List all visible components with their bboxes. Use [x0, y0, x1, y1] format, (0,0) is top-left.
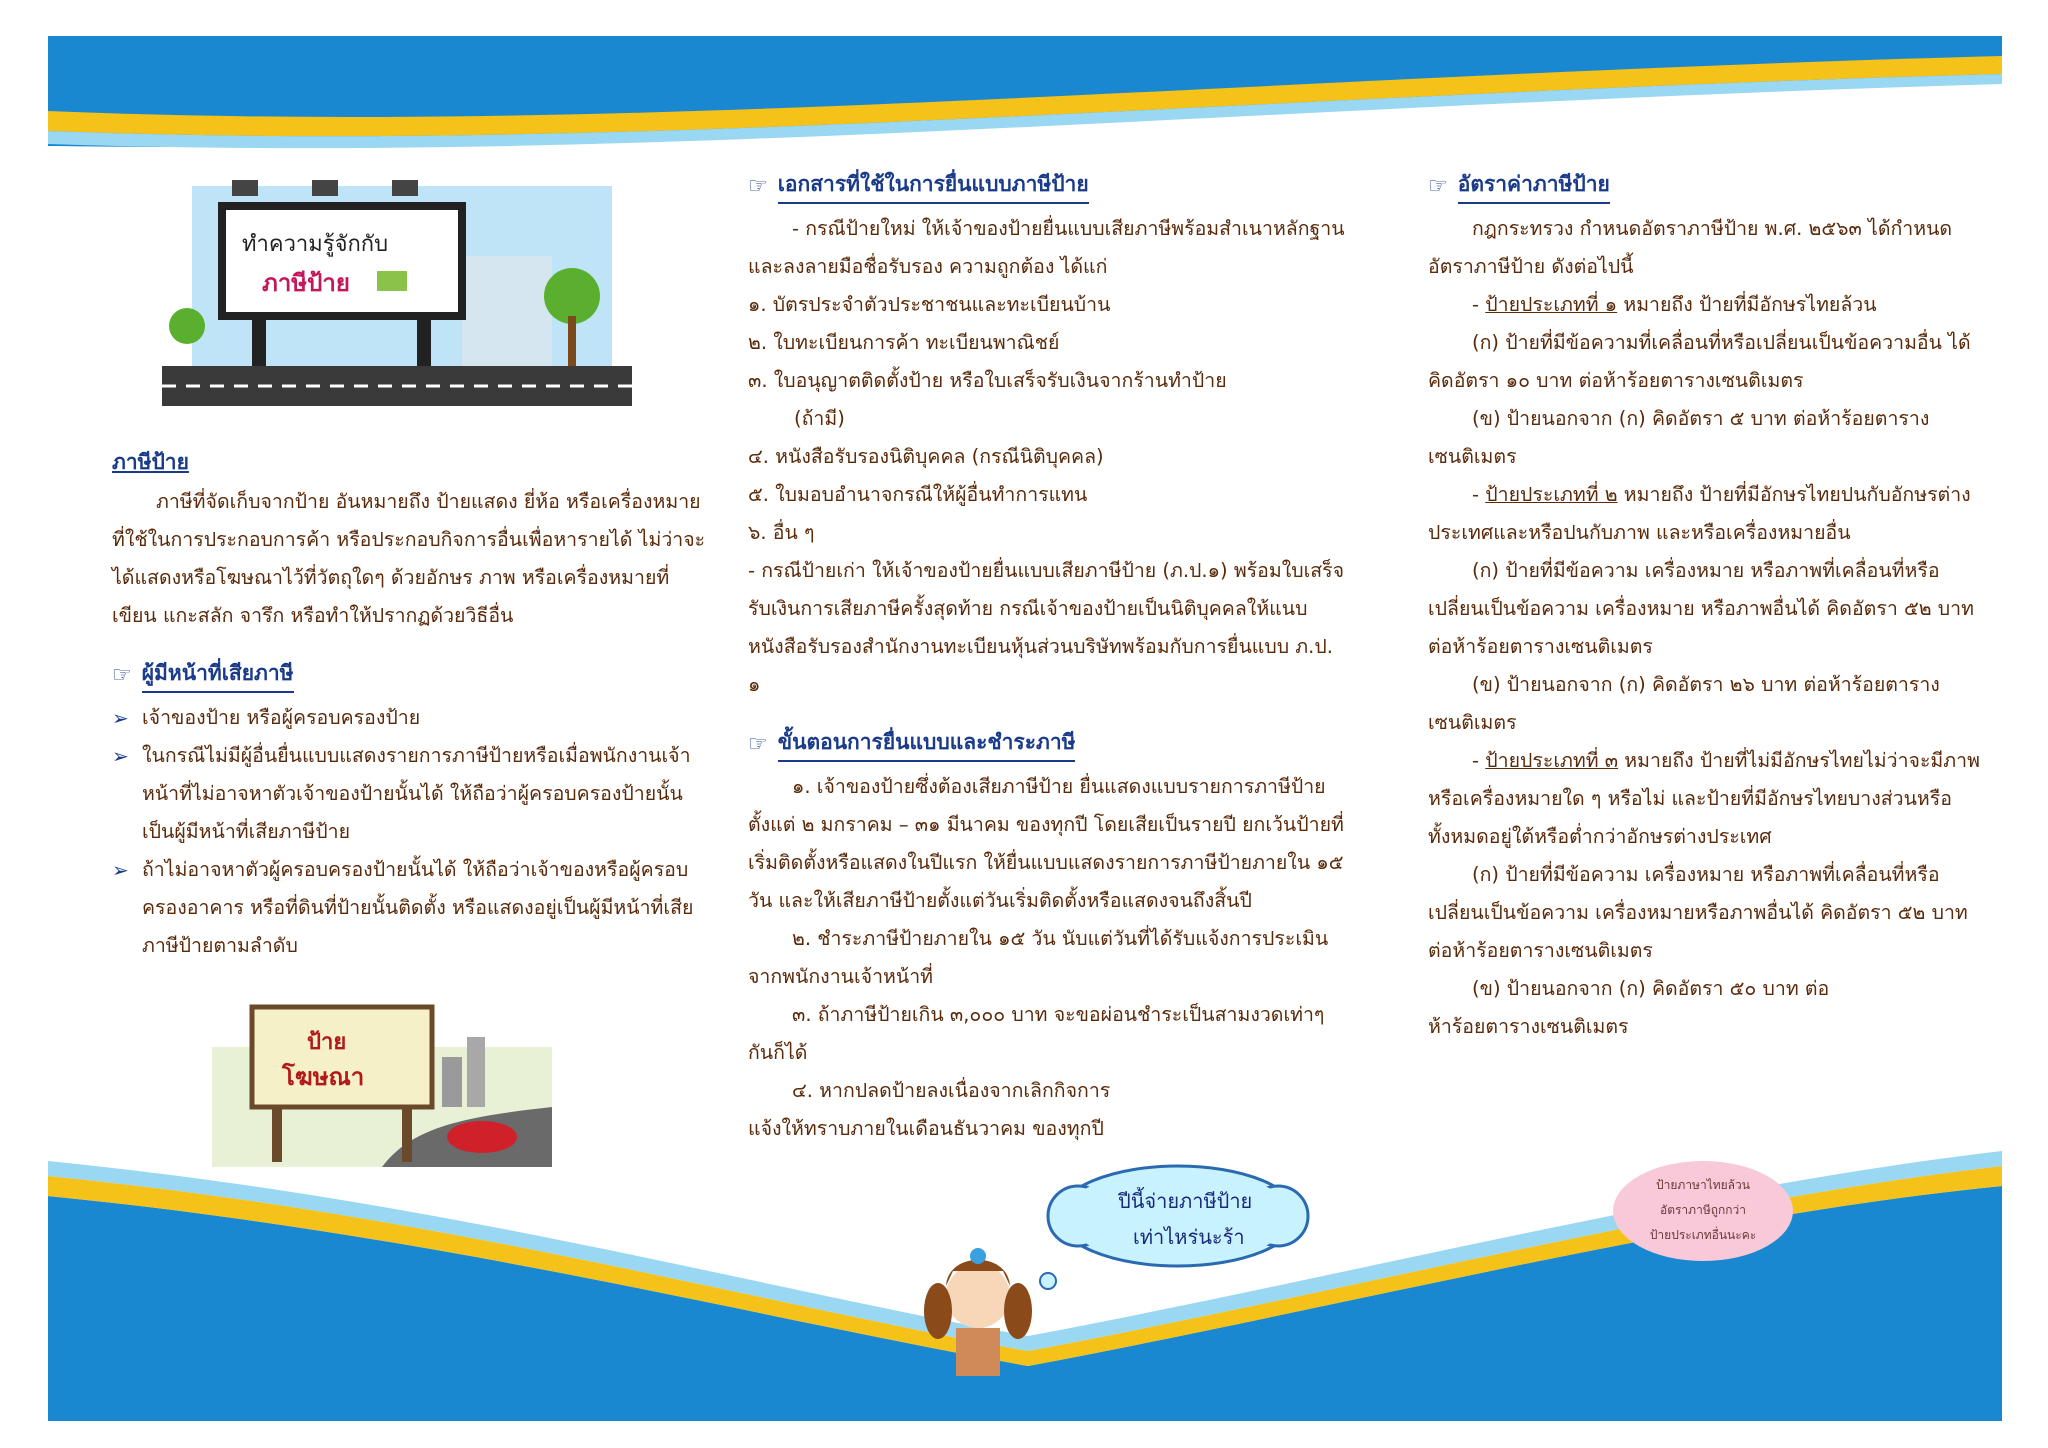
list-item: ➢ ถ้าไม่อาจหาตัวผู้ครอบครองป้ายนั้นได้ ให้ถือว่าเจ้าของหรือผู้ครอบครองอาคาร หรือที่ดินที่ป้ายนั้นติดตั้ง หรือแสดงอยู่เป็นผู้มีหน้าที่เสียภาษีป้ายตามลำดับ: [112, 851, 712, 965]
pointing-hand-icon: ☞: [112, 662, 132, 688]
section-header-taxpayer: ☞ ผู้มีหน้าที่เสียภาษี: [112, 657, 712, 693]
bubble-line1: ป้ายภาษาไทยล้วน: [1656, 1178, 1750, 1192]
arrow-icon: ➢: [112, 706, 129, 730]
list-item: ๕. ใบมอบอำนาจกรณีให้ผู้อื่นทำการแทน: [748, 483, 1088, 506]
pointing-hand-icon: ☞: [748, 731, 768, 757]
section-title-sign-tax: ภาษีป้าย: [112, 450, 189, 474]
cartoon-girl-speech-bubble: [908, 1146, 1328, 1376]
list-item: ๑. บัตรประจำตัวประชาชนและทะเบียนบ้าน: [748, 293, 1111, 316]
bubble-line2: อัตราภาษีถูกกว่า: [1659, 1203, 1747, 1217]
column-3: [1428, 168, 1988, 1046]
type2-a: (ก) ป้ายที่มีข้อความ เครื่องหมาย หรือภาพที่เคลื่อนที่หรือเปลี่ยนเป็นข้อความ เครื่องหมาย หรือภาพอื่นได้ คิดอัตรา ๕๒ บาท ต่อห้าร้อยตารางเซนติเมตร: [1428, 559, 1974, 658]
new-sign-intro: - กรณีป้ายใหม่ ให้เจ้าของป้ายยื่นแบบเสียภาษีพร้อมสำเนาหลักฐานและลงลายมือชื่อรับรอง ความถูกต้อง ได้แก่: [748, 217, 1345, 278]
sign-tax-definition: ภาษีที่จัดเก็บจากป้าย อันหมายถึง ป้ายแสดง ยี่ห้อ หรือเครื่องหมาย ที่ใช้ในการประกอบการค้า หรือประกอบกิจการอื่นเพื่อหารายได้ ไม่ว่าจะได้แสดงหรือโฆษณาไว้ที่วัตถุใดๆ ด้วยอักษร ภาพ หรือเครื่องหมายที่เขียน แกะสลัก จารึก หรือทำให้ปรากฏด้วยวิธีอื่น: [112, 490, 706, 627]
list-item: ➢ เจ้าของป้าย หรือผู้ครอบครองป้าย: [112, 699, 712, 737]
list-item: ๓. ถ้าภาษีป้ายเกิน ๓,๐๐๐ บาท จะขอผ่อนชำระเป็นสามงวดเท่าๆ กันก็ได้: [748, 1003, 1325, 1064]
pointing-hand-icon: ☞: [748, 173, 768, 199]
list-item: ๖. อื่น ๆ: [748, 521, 815, 544]
billboard-line1: ทำความรู้จักกับ: [242, 232, 389, 257]
sign-text-line1: ป้าย: [307, 1030, 347, 1055]
column-1: [112, 176, 712, 1167]
type3-a: (ก) ป้ายที่มีข้อความ เครื่องหมาย หรือภาพที่เคลื่อนที่หรือเปลี่ยนเป็นข้อความ เครื่องหมายหรือภาพอื่นได้ คิดอัตรา ๕๒ บาท ต่อห้าร้อยตารางเซนติเมตร: [1428, 863, 1968, 962]
list-item: ๒. ใบทะเบียนการค้า ทะเบียนพาณิชย์: [748, 331, 1060, 354]
type3-b: (ข) ป้ายนอกจาก (ก) คิดอัตรา ๕๐ บาท ต่อห้าร้อยตารางเซนติเมตร: [1428, 977, 1830, 1038]
list-item: ๓. ใบอนุญาตติดตั้งป้าย หรือใบเสร็จรับเงินจากร้านทำป้าย: [748, 369, 1227, 392]
arrow-icon: ➢: [112, 858, 129, 882]
type2-heading: - ป้ายประเภทที่ ๒ หมายถึง ป้ายที่มีอักษรไทยปนกับอักษรต่างประเทศและหรือปนกับภาพ และหรือเครื่องหมายอื่น: [1428, 483, 1971, 544]
arrow-icon: ➢: [112, 744, 129, 768]
type1-heading: - ป้ายประเภทที่ ๑ หมายถึง ป้ายที่มีอักษรไทยล้วน: [1472, 293, 1877, 316]
bubble-line3: ป้ายประเภทอื่นนะคะ: [1649, 1228, 1757, 1242]
section-header-documents: ☞ เอกสารที่ใช้ในการยื่นแบบภาษีป้าย: [748, 168, 1348, 204]
brochure-sheet: [48, 36, 2002, 1421]
section-header-procedure: ☞ ขั้นตอนการยื่นแบบและชำระภาษี: [748, 726, 1348, 762]
billboard-line2: ภาษีป้าย: [262, 269, 350, 297]
cloud-text-line1: ปีนี้จ่ายภาษีป้าย: [1118, 1189, 1253, 1213]
list-item: ๔. หากปลดป้ายลงเนื่องจากเลิกกิจการ แจ้งให้ทราบภายในเดือนธันวาคม ของทุกปี: [748, 1079, 1111, 1140]
list-item: ➢ ในกรณีไม่มีผู้อื่นยื่นแบบแสดงรายการภาษีป้ายหรือเมื่อพนักงานเจ้าหน้าที่ไม่อาจหาตัวเจ้าของป้ายนั้นได้ ให้ถือว่าผู้ครอบครองป้ายนั้น เป็นผู้มีหน้าที่เสียภาษีป้าย: [112, 737, 712, 851]
cloud-text-line2: เท่าไหร่นะร้า: [1133, 1225, 1245, 1249]
pointing-hand-icon: ☞: [1428, 173, 1448, 199]
rates-intro: กฎกระทรวง กำหนดอัตราภาษีป้าย พ.ศ. ๒๕๖๓ ได้กำหนดอัตราภาษีป้าย ดังต่อไปนี้: [1428, 217, 1953, 278]
old-sign-paragraph: - กรณีป้ายเก่า ให้เจ้าของป้ายยื่นแบบเสียภาษีป้าย (ภ.ป.๑) พร้อมใบเสร็จรับเงินการเสียภาษีครั้งสุดท้าย กรณีเจ้าของป้ายเป็นนิติบุคคลให้แนบหนังสือรับรองสำนักงานทะเบียนหุ้นส่วนบริษัทพร้อมกับการยื่นแบบ ภ.ป. ๑: [748, 559, 1345, 696]
type3-heading: - ป้ายประเภทที่ ๓ หมายถึง ป้ายที่ไม่มีอักษรไทยไม่ว่าจะมีภาพหรือเครื่องหมายใด ๆ หรือไม่ และป้ายที่มีอักษรไทยบางส่วนหรือทั้งหมดอยู่ใต้หรือต่ำกว่าอักษรต่างประเทศ: [1428, 749, 1980, 848]
column-2: [748, 168, 1348, 1148]
type2-b: (ข) ป้ายนอกจาก (ก) คิดอัตรา ๒๖ บาท ต่อห้าร้อยตารางเซนติเมตร: [1428, 673, 1940, 734]
list-item: ๔. หนังสือรับรองนิติบุคคล (กรณีนิติบุคคล): [748, 445, 1104, 468]
list-item: ๑. เจ้าของป้ายซึ่งต้องเสียภาษีป้าย ยื่นแสดงแบบรายการภาษีป้ายตั้งแต่ ๒ มกราคม – ๓๑ มีนาคม ของทุกปี โดยเสียเป็นรายปี ยกเว้นป้ายที่เริ่มติดตั้งหรือแสดงในปีแรก ให้ยื่นแบบแสดงรายการภาษีป้ายภายใน ๑๕ วัน และให้เสียภาษีป้ายตั้งแต่วันเริ่มติดตั้งหรือแสดงจนถึงสิ้นปี: [748, 775, 1344, 912]
billboard-illustration: [162, 176, 632, 426]
advertising-sign-illustration: [212, 987, 552, 1167]
sign-text-line2: โฆษณา: [282, 1063, 365, 1091]
type1-a: (ก) ป้ายที่มีข้อความที่เคลื่อนที่หรือเปลี่ยนเป็นข้อความอื่น ได้คิดอัตรา ๑๐ บาท ต่อห้าร้อยตารางเซนติเมตร: [1428, 331, 1971, 392]
list-item: ๒. ชำระภาษีป้ายภายใน ๑๕ วัน นับแต่วันที่ได้รับแจ้งการประเมินจากพนักงานเจ้าหน้าที่: [748, 927, 1329, 988]
section-header-tax-rates: ☞ อัตราค่าภาษีป้าย: [1428, 168, 1988, 204]
type1-b: (ข) ป้ายนอกจาก (ก) คิดอัตรา ๕ บาท ต่อห้าร้อยตารางเซนติเมตร: [1428, 407, 1930, 468]
list-item: (ถ้ามี): [794, 407, 845, 430]
pink-note-bubble: [1608, 1156, 1798, 1266]
